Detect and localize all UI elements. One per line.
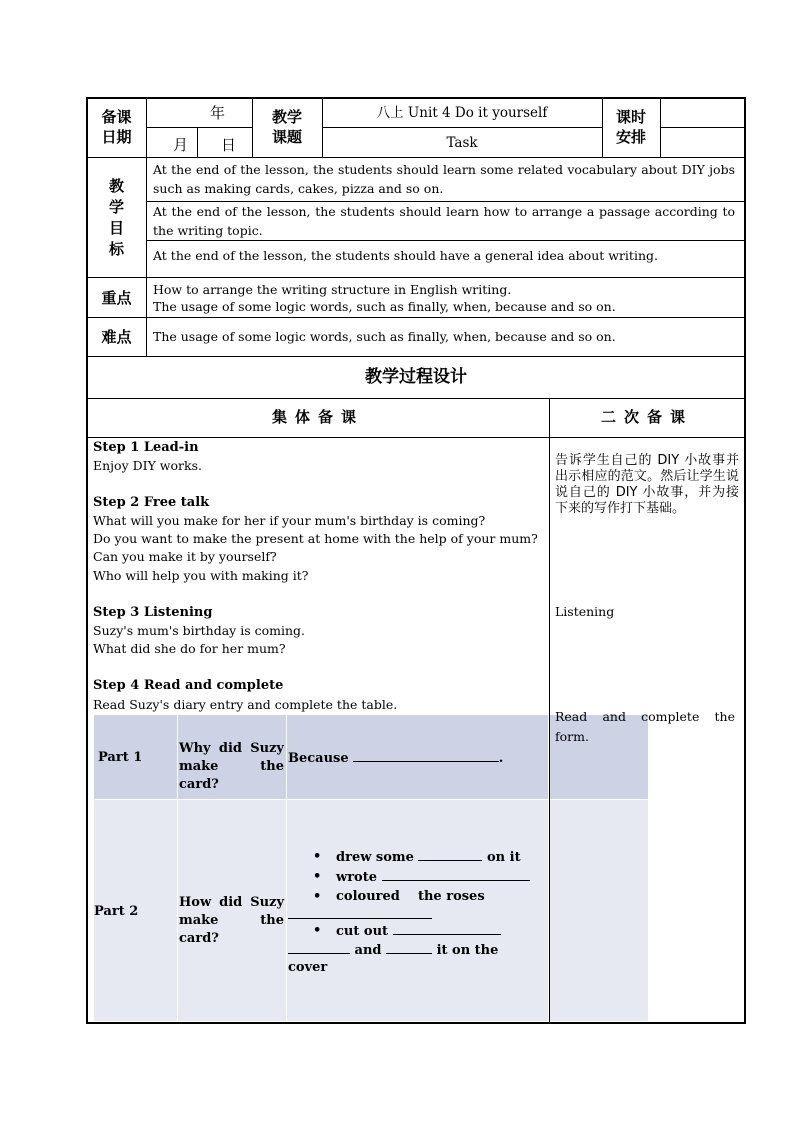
key-point-line: The usage of some logic words, such as finally, when, because and so on. xyxy=(153,299,616,314)
step-line: What did she do for her mum? xyxy=(93,641,286,656)
secondary-table-row-2 xyxy=(550,800,648,1021)
part-1-answer: Because . xyxy=(288,751,504,766)
outer-border-bottom xyxy=(86,1022,746,1024)
part-2-steps-continued xyxy=(288,922,546,941)
key-point-line: How to arrange the writing structure in English writing. xyxy=(153,282,512,297)
column-heading-collective: 集体备课 xyxy=(271,408,364,426)
process-title: 教学过程设计 xyxy=(365,367,467,387)
objectives-label: 教 学 目 标 xyxy=(108,177,124,258)
part-1-label: Part 1 xyxy=(98,750,143,765)
step-line: Can you make it by yourself? xyxy=(93,549,277,564)
year-field: 年 xyxy=(210,104,226,122)
step-line: What will you make for her if your mum's birthday is coming? xyxy=(93,513,486,528)
bullet-item: • cut out xyxy=(288,922,546,941)
step-title: Step 4 Read and complete xyxy=(93,678,284,693)
lesson-topic: 八上 Unit 4 Do it yourself xyxy=(376,105,548,121)
part-2-steps-end: cover xyxy=(288,960,328,975)
bullet-item: • coloured the roses xyxy=(288,888,546,906)
difficulties-label: 难点 xyxy=(101,328,132,346)
part-2-steps xyxy=(288,848,546,906)
column-heading-secondary: 二次备课 xyxy=(600,408,693,426)
objective-item: At the end of the lesson, the students should have a general idea about writing. xyxy=(153,248,658,263)
outer-border-top xyxy=(86,97,746,99)
part-1-answer-lead: Because xyxy=(288,751,349,766)
step-line: Do you want to make the present at home with the help of your mum? xyxy=(93,531,538,546)
date-label: 备课 日期 xyxy=(101,108,132,146)
secondary-note: 告诉学生自己的 DIY 小故事并出示相应的范文。然后让学生说说自己的 DIY 小故事，并为接下来的写作打下基础。 xyxy=(555,453,739,516)
bullet-item: • drew some on it xyxy=(288,848,546,867)
blank-line xyxy=(353,749,499,762)
bullet-item: • wrote xyxy=(288,868,546,887)
objective-item: At the end of the lesson, the students should learn some related vocabulary about DIY jobs such as making cards, cakes, pizza and so on. xyxy=(153,162,735,196)
step-line: Suzy's mum's birthday is coming. xyxy=(93,623,305,638)
month-field: 月 xyxy=(173,136,189,154)
step-title: Step 2 Free talk xyxy=(93,495,210,510)
schedule-label: 课时 安排 xyxy=(615,108,646,146)
part-2-question: How did Suzy make the card? xyxy=(179,895,284,946)
topic-label: 教学 课题 xyxy=(271,108,302,146)
blank-line xyxy=(288,918,432,919)
key-points-label: 重点 xyxy=(101,289,132,307)
secondary-note: Read and complete the form. xyxy=(555,709,735,744)
lesson-subtopic: Task xyxy=(446,135,478,151)
part-2-label: Part 2 xyxy=(94,904,139,919)
step-line: Who will help you with making it? xyxy=(93,568,309,583)
day-field: 日 xyxy=(221,136,237,154)
secondary-note: Listening xyxy=(555,604,615,619)
part-1-question: Why did Suzy make the card? xyxy=(179,741,284,792)
objective-item: At the end of the lesson, the students should learn how to arrange a passage according to the writing topic. xyxy=(153,204,735,238)
step-title: Step 1 Lead-in xyxy=(93,440,199,455)
step-title: Step 3 Listening xyxy=(93,605,213,620)
inner-table-row-2 xyxy=(94,800,548,1021)
part-2-steps-tail: and it on the xyxy=(288,941,546,960)
step-line: Enjoy DIY works. xyxy=(93,458,202,473)
difficulties-text: The usage of some logic words, such as finally, when, because and so on. xyxy=(153,329,616,344)
outer-border-right xyxy=(744,97,746,1024)
step-line: Read Suzy's diary entry and complete the table. xyxy=(93,697,398,712)
